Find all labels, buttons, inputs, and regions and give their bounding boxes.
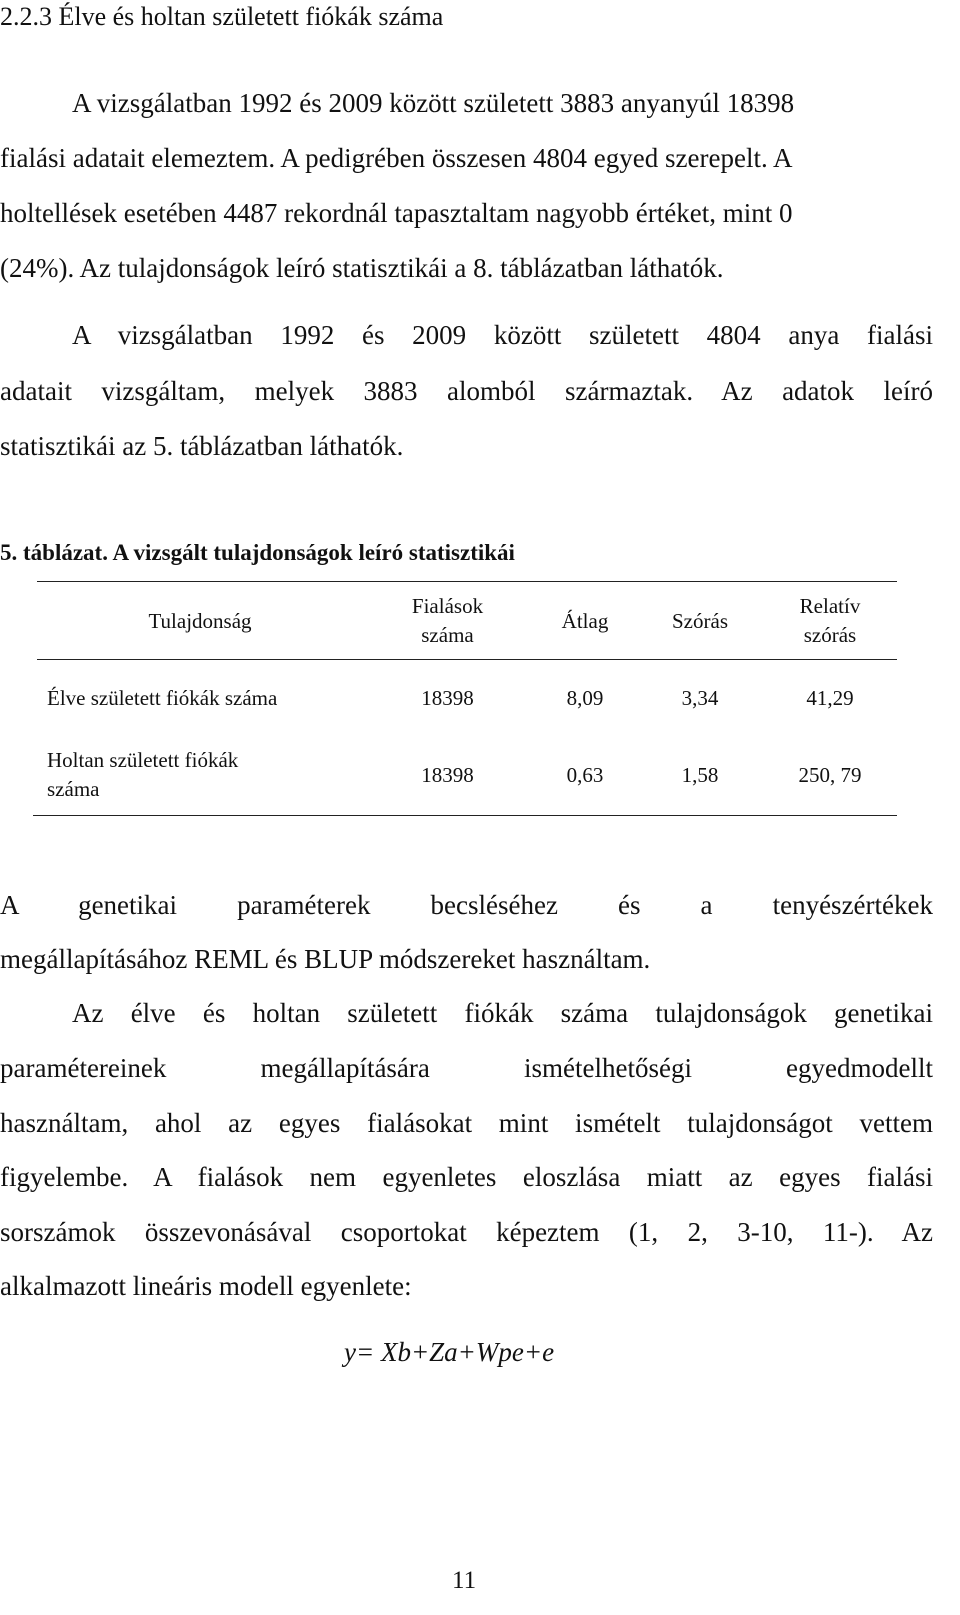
- row-1-sd: 3,34: [681, 686, 719, 710]
- row-1-mean: 8,09: [566, 686, 604, 710]
- para2-line-2: adatait vizsgáltam, melyek 3883 alomból származtak. Az adatok leíró: [0, 376, 933, 406]
- table-bottom-rule: [33, 815, 897, 816]
- page-number: 11: [452, 1567, 477, 1594]
- row-2-sd: 1,58: [681, 763, 719, 787]
- row-1-count: 18398: [421, 686, 474, 710]
- para4-line-4: figyelembe. A fialások nem egyenletes eloszlása miatt az egyes fialási: [0, 1162, 933, 1192]
- para4-line-2: paramétereinek megállapítására ismételhetőségi egyedmodellt: [0, 1053, 933, 1083]
- para4-line-1: Az élve és holtan született fiókák száma tulajdonságok genetikai: [72, 998, 933, 1028]
- model-equation: y= Xb+Za+Wpe+e: [344, 1337, 555, 1367]
- header-sd: Szórás: [672, 609, 728, 633]
- para4-line-3: használtam, ahol az egyes fialásokat mint ismételt tulajdonságot vettem: [0, 1108, 933, 1138]
- row-2-rel-sd: 250, 79: [798, 763, 862, 787]
- para1-line-1: A vizsgálatban 1992 és 2009 között született 3883 anyanyúl 18398: [72, 88, 795, 118]
- row-1-rel-sd: 41,29: [806, 686, 854, 710]
- para2-line-3: statisztikái az 5. táblázatban láthatók.: [0, 431, 404, 461]
- header-rel-sd-line-1: Relatív: [799, 594, 861, 618]
- para1-line-4: (24%). Az tulajdonságok leíró statisztikái a 8. táblázatban láthatók.: [0, 253, 724, 283]
- header-count-line-1: Fialások: [411, 594, 484, 618]
- header-mean: Átlag: [561, 609, 609, 633]
- table-caption: 5. táblázat. A vizsgált tulajdonságok leíró statisztikái: [0, 540, 515, 565]
- para3-line-2: megállapításához REML és BLUP módszereket használtam.: [0, 944, 651, 974]
- para3-line-1: A genetikai paraméterek becsléséhez és a tenyészértékek: [0, 890, 933, 920]
- row-2-count: 18398: [421, 763, 474, 787]
- header-rel-sd-line-2: szórás: [803, 623, 857, 647]
- para1-line-2: fialási adatait elemeztem. A pedigrében összesen 4804 egyed szerepelt. A: [0, 143, 793, 173]
- para2-line-1: A vizsgálatban 1992 és 2009 között született 4804 anya fialási: [72, 320, 933, 350]
- section-heading: 2.2.3 Élve és holtan született fiókák száma: [0, 2, 444, 31]
- row-2-trait: [47, 746, 377, 804]
- table-top-rule: [37, 581, 897, 582]
- row-2-trait-line-2: száma: [47, 777, 100, 801]
- row-2-mean: 0,63: [566, 763, 604, 787]
- para1-line-3: holtellések esetében 4487 rekordnál tapasztaltam nagyobb értéket, mint 0: [0, 198, 793, 228]
- header-rel-sd: [770, 592, 890, 650]
- para4-line-5: sorszámok összevonásával csoportokat képeztem (1, 2, 3-10, 11-). Az: [0, 1217, 933, 1247]
- header-trait: Tulajdonság: [148, 609, 252, 633]
- table-header-rule: [37, 659, 897, 660]
- header-count: [380, 592, 515, 650]
- row-2-trait-line-1: Holtan született fiókák: [47, 748, 239, 772]
- para4-line-6: alkalmazott lineáris modell egyenlete:: [0, 1271, 412, 1301]
- header-count-line-2: száma: [421, 623, 474, 647]
- row-1-trait: Élve született fiókák száma: [47, 686, 278, 710]
